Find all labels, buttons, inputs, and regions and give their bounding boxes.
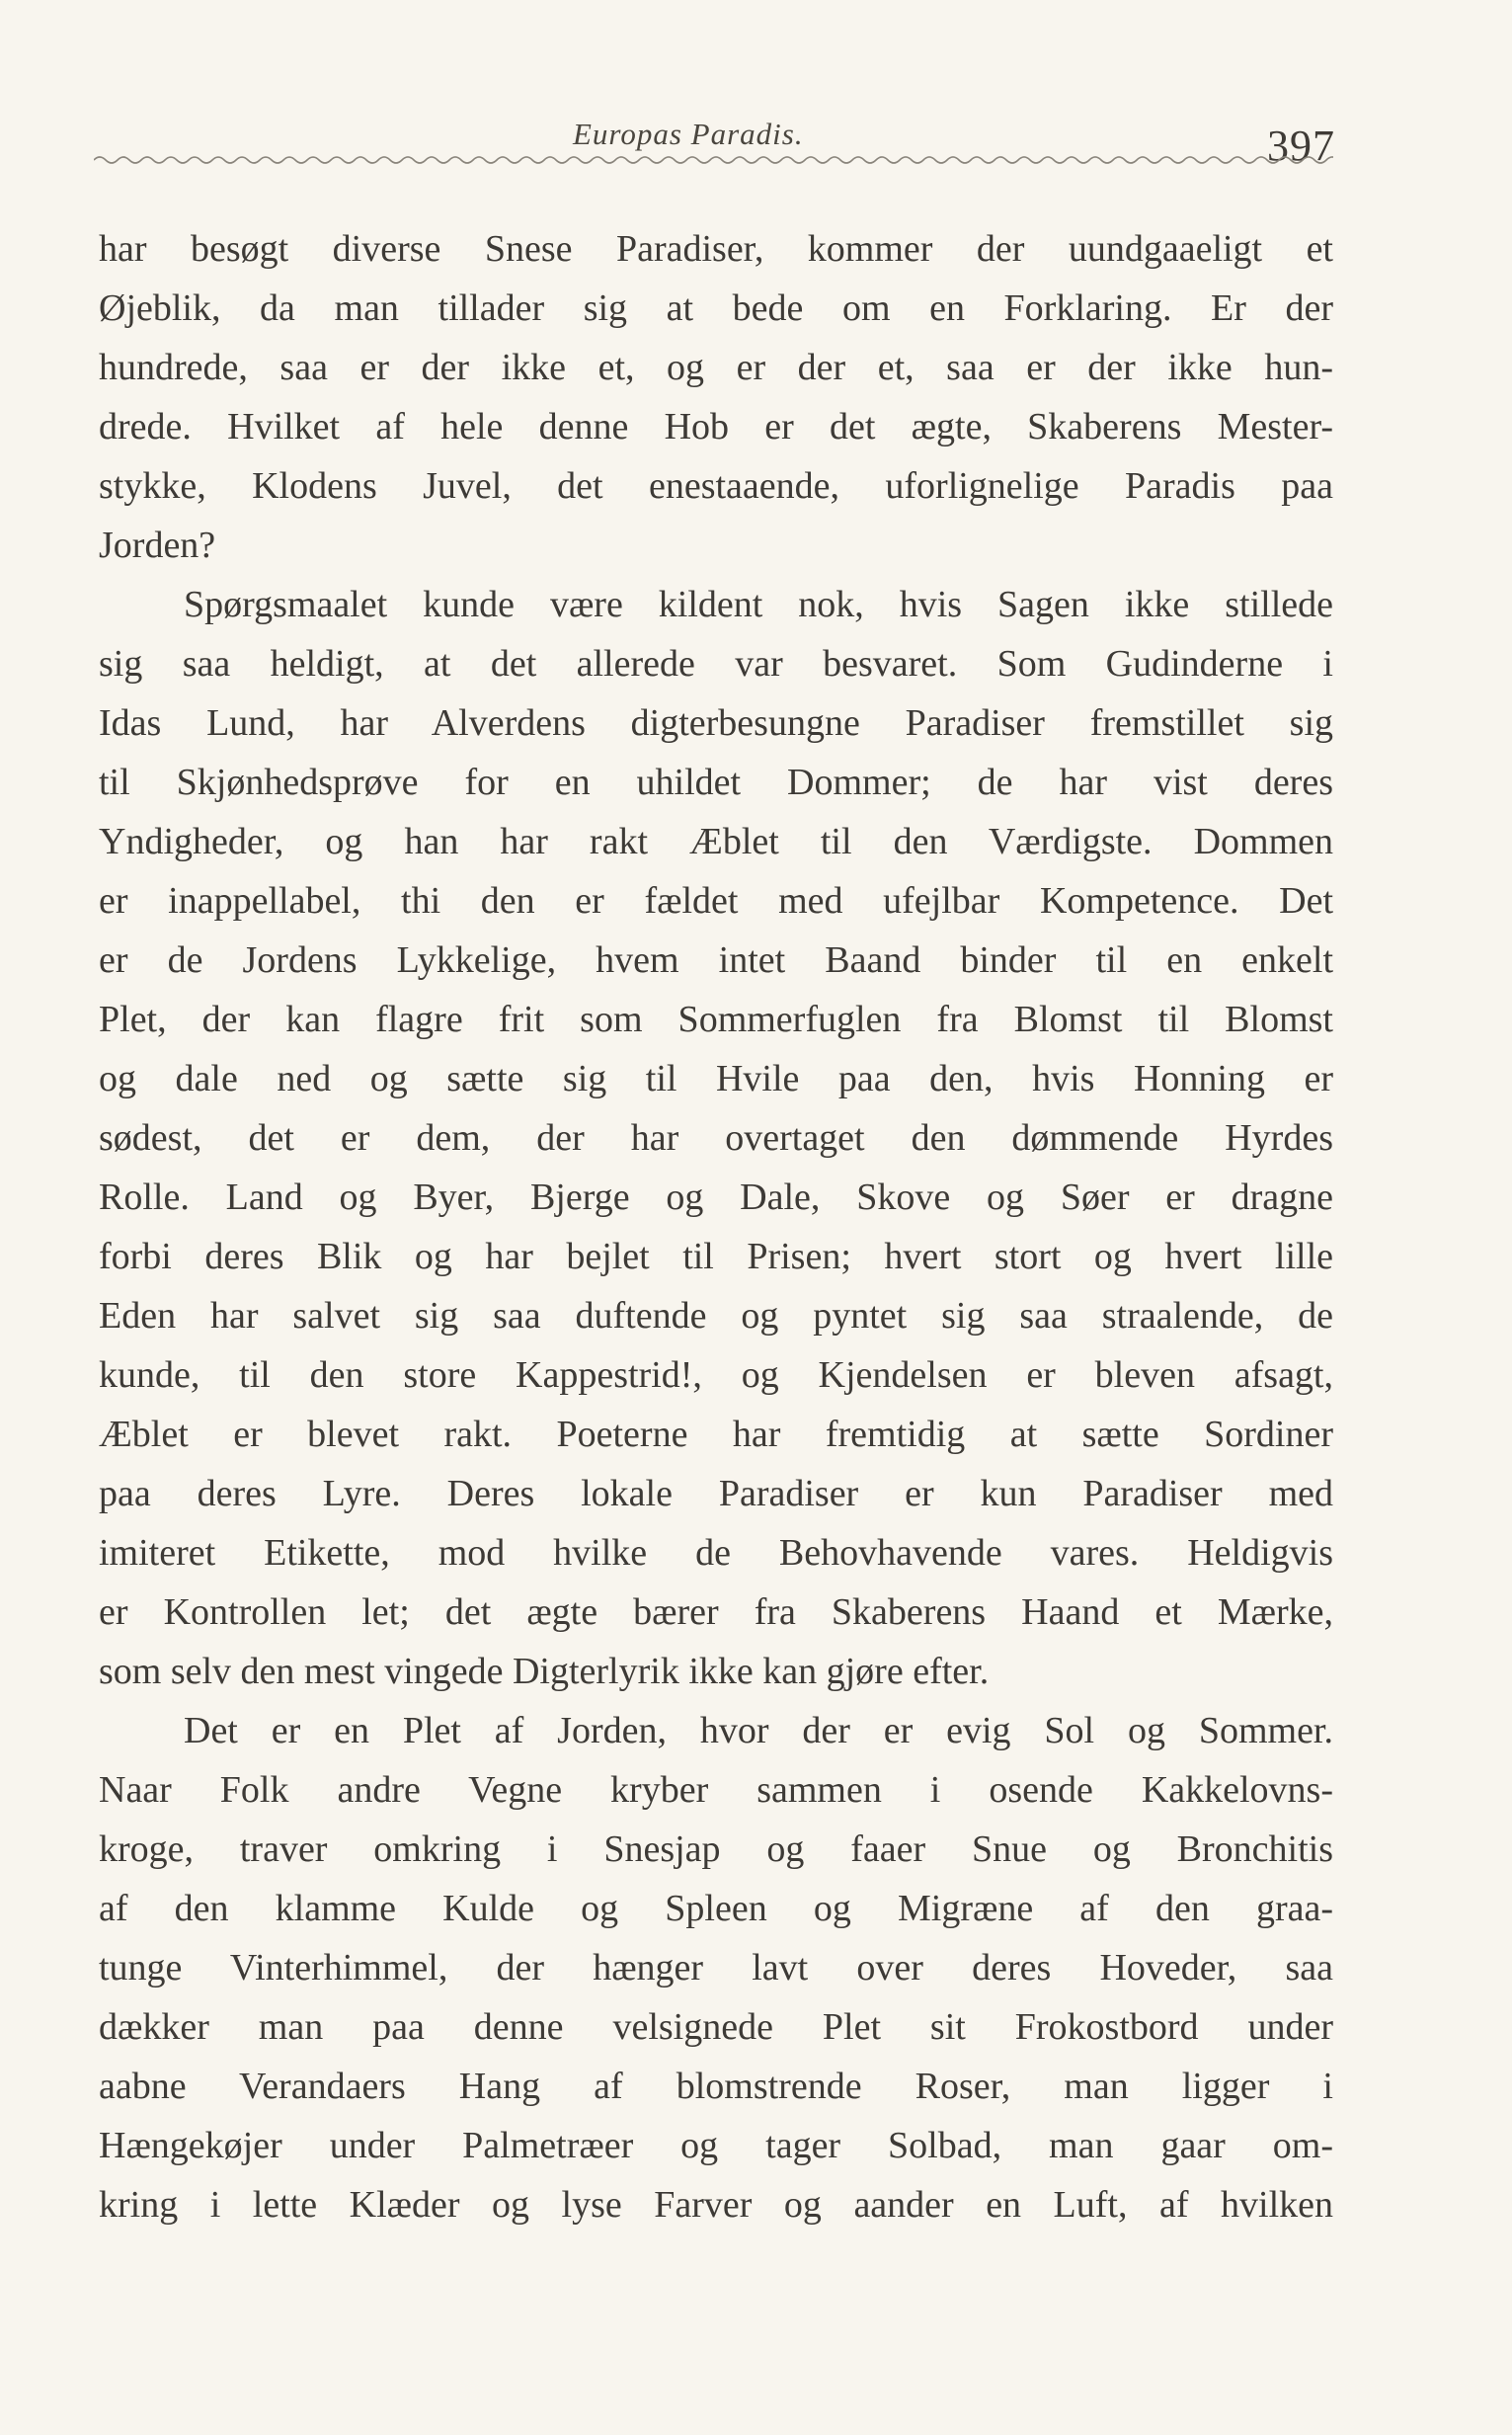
text-line: Idas Lund, har Alverdens digterbesungne Paradiser fremstillet sig (99, 702, 1333, 744)
text-line: Plet, der kan flagre frit som Sommerfuglen fra Blomst til Blomst (99, 999, 1333, 1040)
text-line: kroge, traver omkring i Snesjap og faaer Snue og Bronchitis (99, 1828, 1333, 1870)
ornamental-rule (94, 150, 1333, 168)
text-line: er inappellabel, thi den er fældet med ufejlbar Kompetence. Det (99, 880, 1333, 922)
text-line: er Kontrollen let; det ægte bærer fra Skaberens Haand et Mærke, (99, 1591, 1333, 1633)
text-line: sig saa heldigt, at det allerede var besvaret. Som Gudinderne i (99, 643, 1333, 685)
text-line: og dale ned og sætte sig til Hvile paa den, hvis Honning er (99, 1058, 1333, 1099)
text-line: Rolle. Land og Byer, Bjerge og Dale, Skove og Søer er dragne (99, 1177, 1333, 1218)
text-line: er de Jordens Lykkelige, hvem intet Baand binder til en enkelt (99, 939, 1333, 981)
text-line: har besøgt diverse Snese Paradiser, kommer der uundgaaeligt et (99, 228, 1333, 270)
text-line: Yndigheder, og han har rakt Æblet til den Værdigste. Dommen (99, 821, 1333, 862)
text-line: Naar Folk andre Vegne kryber sammen i osende Kakkelovns- (99, 1769, 1333, 1811)
text-line: som selv den mest vingede Digterlyrik ikke kan gjøre efter. (99, 1651, 990, 1692)
text-line: Det er en Plet af Jorden, hvor der er evig Sol og Sommer. (184, 1710, 1333, 1751)
text-line: Æblet er blevet rakt. Poeterne har fremtidig at sætte Sordiner (99, 1414, 1333, 1455)
text-line: Øjeblik, da man tillader sig at bede om en Forklaring. Er der (99, 287, 1333, 329)
text-line: drede. Hvilket af hele denne Hob er det ægte, Skaberens Mester- (99, 406, 1333, 447)
text-line: paa deres Lyre. Deres lokale Paradiser er kun Paradiser med (99, 1473, 1333, 1514)
text-line: af den klamme Kulde og Spleen og Migræne af den graa- (99, 1888, 1333, 1929)
text-line: hundrede, saa er der ikke et, og er der et, saa er der ikke hun- (99, 347, 1333, 388)
body-text (99, 219, 1333, 2234)
text-line: dækker man paa denne velsignede Plet sit Frokostbord under (99, 2006, 1333, 2048)
text-line: Hængekøjer under Palmetræer og tager Solbad, man gaar om- (99, 2125, 1333, 2166)
page-number: 397 (1267, 122, 1335, 170)
text-line: Jorden? (99, 525, 216, 566)
text-line: Spørgsmaalet kunde være kildent nok, hvis Sagen ikke stillede (184, 584, 1333, 625)
text-line: kunde, til den store Kappestrid!, og Kjendelsen er bleven afsagt, (99, 1354, 1333, 1396)
text-line: Eden har salvet sig saa duftende og pyntet sig saa straalende, de (99, 1295, 1333, 1337)
text-line: sødest, det er dem, der har overtaget den dømmende Hyrdes (99, 1117, 1333, 1159)
text-line: forbi deres Blik og har bejlet til Prisen; hvert stort og hvert lille (99, 1236, 1333, 1277)
text-line: til Skjønhedsprøve for en uhildet Dommer; de har vist deres (99, 762, 1333, 803)
text-line: kring i lette Klæder og lyse Farver og aander en Luft, af hvilken (99, 2184, 1333, 2226)
running-title: Europas Paradis. (573, 117, 804, 151)
text-line: tunge Vinterhimmel, der hænger lavt over deres Hoveder, saa (99, 1947, 1333, 1989)
text-line: aabne Verandaers Hang af blomstrende Roser, man ligger i (99, 2066, 1333, 2107)
text-line: stykke, Klodens Juvel, det enestaaende, uforlignelige Paradis paa (99, 465, 1333, 507)
text-line: imiteret Etikette, mod hvilke de Behovhavende vares. Heldigvis (99, 1532, 1333, 1574)
